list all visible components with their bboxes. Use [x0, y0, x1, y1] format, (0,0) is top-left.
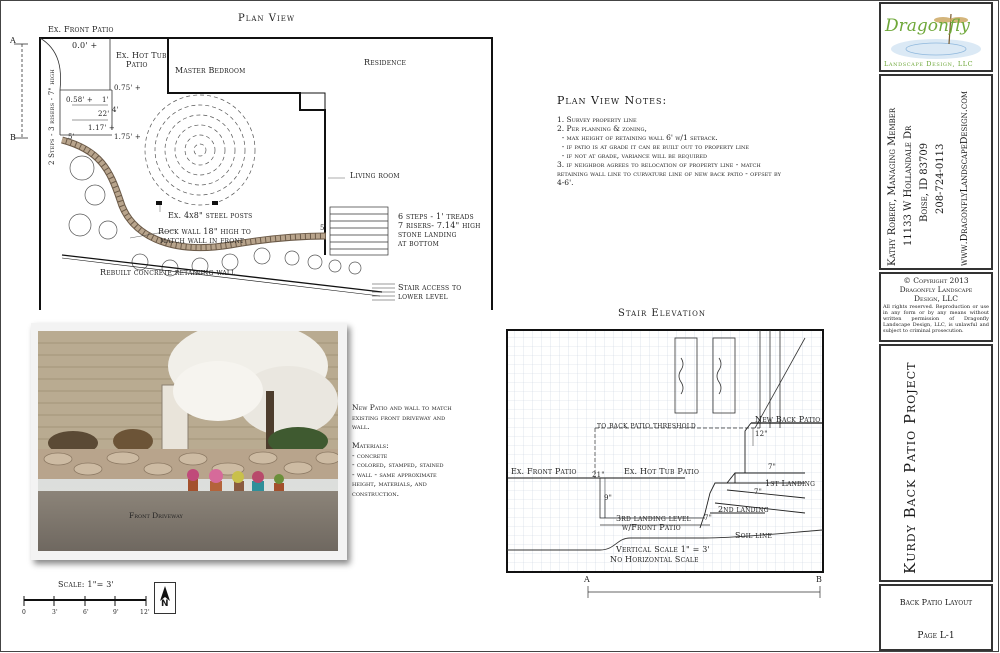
scale-tick-12: 12'	[140, 609, 150, 616]
project-box	[879, 344, 993, 582]
elev-dim-21-label: 21"	[592, 471, 605, 479]
material-line: wall.	[352, 422, 370, 431]
note-line: - if not at grade, variance will be required	[557, 151, 708, 160]
elev-dim-7b-label: 7"	[754, 488, 763, 496]
material-line: - colored, stamped, stained	[352, 460, 444, 469]
materials-notes	[352, 403, 482, 498]
material-line: New Patio and wall to match	[352, 403, 452, 412]
dim-4-label: 4'	[112, 106, 119, 114]
page-number: Page L-1	[917, 631, 955, 641]
dim-1a-label: 1'	[102, 96, 109, 104]
seven-risers-label: 7 risers- 7.14" high	[398, 221, 481, 230]
note-line: 4-6'.	[557, 178, 574, 187]
contact-city: Boise, ID 83709	[919, 142, 930, 222]
scale-tick-6: 6'	[83, 609, 89, 616]
contact-address: 11133 W Hollandale Dr	[903, 125, 914, 246]
elev-marker-b: B	[816, 575, 823, 584]
steel-posts-label: Ex. 4x8" steel posts	[168, 211, 253, 220]
north-label: N	[161, 599, 169, 609]
elev-ex-front-patio-label: Ex. Front Patio	[511, 467, 577, 476]
ex-hot-tub-label-1: Ex. Hot Tub	[116, 51, 167, 60]
copyright-box	[879, 272, 993, 342]
stair-access-label-2: lower level	[398, 292, 448, 301]
material-line: existing front driveway and	[352, 412, 446, 422]
logo-subtitle: Landscape Design, LLC	[884, 60, 974, 68]
contact-name: Kathy Robert, Managing Member	[887, 107, 898, 266]
dim-00-label: 0.0' +	[72, 41, 98, 50]
sheet-box	[879, 584, 993, 651]
scale-label: Scale: 1"= 3'	[58, 580, 114, 589]
elev-dim-7c-label: 7"	[704, 514, 713, 522]
notes-title: Plan View Notes:	[557, 94, 668, 107]
scale-tick-9: 9'	[113, 609, 119, 616]
note-line: 3. if neighbor agrees to relocation of property line - match	[557, 160, 761, 169]
note-line: retaining wall line to curvature line of new back patio - offset by	[557, 169, 781, 178]
photo-caption: Front Driveway	[129, 511, 183, 520]
contact-phone: 208-724-0113	[935, 143, 946, 214]
scale-tick-0: 0	[22, 609, 27, 616]
material-line: - wall - same approximate	[352, 469, 437, 479]
material-line: - concrete	[352, 450, 388, 460]
soil-line-label: Soil line	[735, 531, 773, 540]
material-line	[352, 432, 482, 442]
back-patio-threshold-label: to back patio threshold	[597, 421, 696, 430]
material-line: height, materials, and	[352, 479, 427, 488]
ex-front-patio-label: Ex. Front Patio	[48, 25, 114, 34]
second-landing-label: 2nd landing	[718, 505, 769, 514]
contact-box	[879, 74, 993, 270]
scale-tick-3: 3'	[52, 609, 58, 616]
elev-dim-9-label: 9"	[604, 494, 613, 502]
logo-box	[879, 2, 993, 72]
material-line: construction.	[352, 488, 400, 498]
plan-view-title: Plan View	[238, 13, 296, 24]
dim-5a-label: 5'	[68, 133, 75, 141]
ex-hot-tub-label-2: Patio	[126, 60, 148, 69]
note-line: 1. Survey property line	[557, 115, 637, 124]
first-landing-label: 1st Landing	[765, 479, 816, 488]
sheet-name: Back Patio Layout	[899, 598, 973, 607]
third-landing-label-2: w/Front Patio	[622, 523, 681, 532]
rock-wall-label-1: Rock wall 18" high to	[158, 227, 251, 236]
at-bottom-label: at bottom	[398, 239, 439, 248]
copyright-line-2: Dragonfly Landscape	[899, 285, 973, 294]
elev-marker-a: A	[584, 575, 590, 584]
elev-dim-12-label: 12"	[755, 430, 768, 438]
new-back-patio-label: New Back Patio	[755, 415, 821, 424]
section-marker-b: B	[10, 133, 17, 142]
notes-list	[557, 115, 857, 187]
note-line: - max height of retaining wall 6' w/1 setback.	[557, 133, 718, 142]
dim-075-label: 0.75' +	[114, 84, 142, 92]
dim-22-label: 22'	[98, 110, 110, 118]
elev-dim-7a-label: 7"	[768, 463, 777, 471]
living-room-label: Living room	[350, 171, 400, 180]
copyright-rights: All rights reserved. Reproduction or use in any form or by any means without written permission of Dragonfly Landscape Design, LLC, is unlawful and subject to criminal prosecution.	[883, 304, 989, 334]
north-arrow-icon	[154, 582, 176, 614]
master-bedroom-label: Master Bedroom	[175, 66, 246, 75]
note-line: - if patio is at grade it can be built out to property line	[557, 142, 750, 151]
note-line: 2. Per planning & zoning,	[557, 124, 647, 133]
six-steps-label: 6 steps - 1' treads	[398, 212, 474, 221]
stair-access-label-1: Stair access to	[398, 283, 462, 292]
no-horizontal-scale-label: No Horizontal Scale	[610, 555, 699, 564]
project-title: Kurdy Back Patio Project	[901, 361, 919, 574]
retaining-wall-label: Rebuilt concrete retaining wall	[100, 268, 236, 277]
section-marker-a: A	[10, 36, 16, 45]
third-landing-label-1: 3rd landing level	[616, 514, 691, 523]
copyright-line-3: Design, LLC	[914, 294, 958, 303]
photo-frame	[31, 323, 347, 560]
material-line: Materials:	[352, 441, 389, 450]
vertical-scale-label: Vertical Scale 1" = 3'	[616, 545, 710, 554]
steps-left-label: 2 Steps - 3 risers - 7" high	[48, 69, 56, 165]
dim-5b-label: 5'	[320, 224, 327, 232]
copyright-line-1: © Copyright 2013	[903, 276, 969, 285]
rock-wall-label-2: match wall in front	[160, 236, 245, 245]
logo-word: Dragonfly	[885, 16, 970, 36]
dim-058-label: 0.58' +	[66, 96, 94, 104]
residence-label: Residence	[364, 58, 407, 67]
dim-175-label: 1.75' +	[114, 133, 142, 141]
elev-hot-tub-patio-label: Ex. Hot Tub Patio	[624, 467, 700, 476]
contact-website: www.DragonflyLandscapeDesign.com	[959, 90, 970, 266]
elevation-section-marker	[580, 580, 830, 600]
elevation-title: Stair Elevation	[618, 308, 707, 319]
dim-117-label: 1.17' +	[88, 124, 116, 132]
stone-landing-label: stone landing	[398, 230, 457, 239]
front-driveway-photo	[38, 331, 338, 551]
